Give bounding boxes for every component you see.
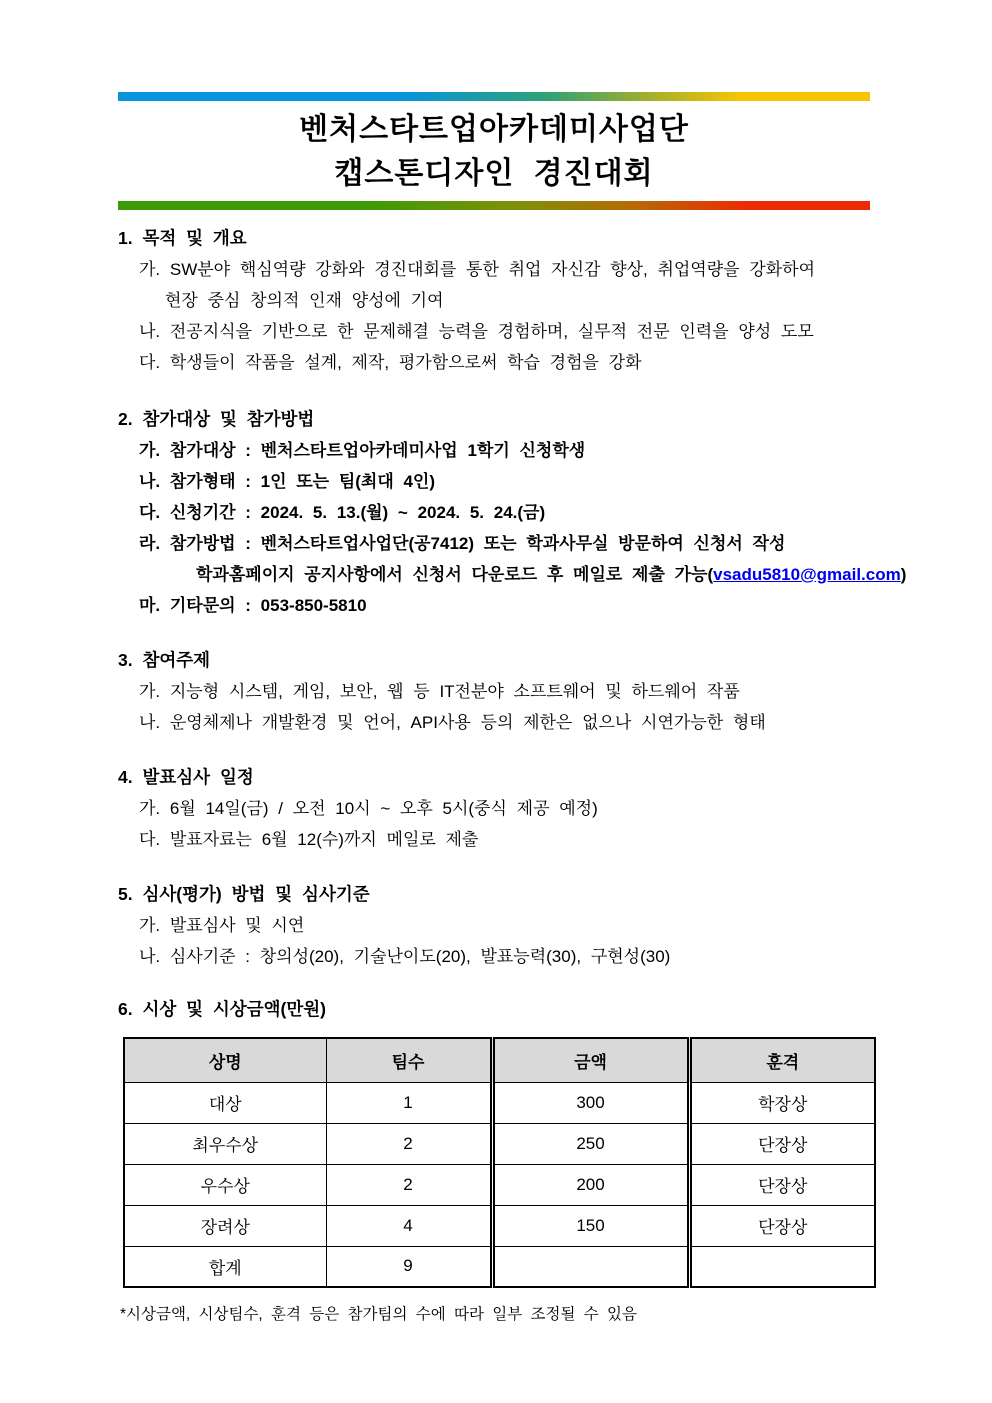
col-header-award-rank: 훈격 <box>689 1038 875 1082</box>
section-1-line-1: 가. SW분야 핵심역량 강화와 경진대회를 통한 취업 자신감 향상, 취업역량을 강화하여 <box>139 260 815 279</box>
email-line-suffix: ) <box>900 565 907 584</box>
email-line-prefix: 학과홈페이지 공지사항에서 신청서 다운로드 후 메일로 제출 가능( <box>196 565 714 584</box>
cell-amount: 150 <box>492 1205 689 1246</box>
cell-award-name: 대상 <box>124 1082 326 1123</box>
col-header-amount: 금액 <box>492 1038 689 1082</box>
section-2-line-6: 마. 기타문의 : 053-850-5810 <box>139 596 367 615</box>
section-topics <box>118 645 870 738</box>
cell-amount: 200 <box>492 1164 689 1205</box>
title-line-1: 벤처스타트업아카데미사업단 <box>299 113 689 146</box>
table-row <box>124 1205 875 1246</box>
cell-award-name: 장려상 <box>124 1205 326 1246</box>
col-header-team-count: 팀수 <box>326 1038 492 1082</box>
email-link[interactable]: vsadu5810@gmail.com <box>713 565 901 584</box>
section-5-line-2: 나. 심사기준 : 창의성(20), 기술난이도(20), 발표능력(30), 구현성(30) <box>139 947 671 966</box>
section-purpose <box>118 223 870 378</box>
title-line-2: 캡스톤디자인 경진대회 <box>334 157 654 190</box>
section-4-line-2: 다. 발표자료는 6월 12(수)까지 메일로 제출 <box>139 830 479 849</box>
section-5-line-1: 가. 발표심사 및 시연 <box>139 916 305 935</box>
cell-award-name: 우수상 <box>124 1164 326 1205</box>
table-row <box>124 1123 875 1164</box>
cell-amount <box>492 1246 689 1287</box>
section-3-line-1: 가. 지능형 시스템, 게임, 보안, 웹 등 IT전분야 소프트웨어 및 하드웨어 작품 <box>139 682 740 701</box>
table-row <box>124 1164 875 1205</box>
top-gradient-bar <box>118 92 870 101</box>
cell-team-count: 2 <box>326 1123 492 1164</box>
section-4-line-1: 가. 6월 14일(금) / 오전 10시 ~ 오후 5시(중식 제공 예정) <box>139 799 598 818</box>
section-2-line-3: 다. 신청기간 : 2024. 5. 13.(월) ~ 2024. 5. 24.(금) <box>139 503 546 522</box>
table-row-total <box>124 1246 875 1287</box>
cell-award-rank: 단장상 <box>689 1205 875 1246</box>
table-row <box>124 1082 875 1123</box>
cell-award-name: 최우수상 <box>124 1123 326 1164</box>
cell-award-rank: 단장상 <box>689 1164 875 1205</box>
cell-team-count: 4 <box>326 1205 492 1246</box>
section-2-line-2: 나. 참가형태 : 1인 또는 팀(최대 4인) <box>139 472 436 491</box>
table-footnote: *시상금액, 시상팀수, 훈격 등은 참가팀의 수에 따라 일부 조정될 수 있음 <box>120 1306 637 1323</box>
section-5-heading: 5. 심사(평가) 방법 및 심사기준 <box>118 884 370 904</box>
cell-award-rank: 단장상 <box>689 1123 875 1164</box>
section-2-line-1: 가. 참가대상 : 벤처스타트업아카데미사업 1학기 신청학생 <box>139 441 586 460</box>
col-header-award-name: 상명 <box>124 1038 326 1082</box>
cell-team-count: 9 <box>326 1246 492 1287</box>
section-3-heading: 3. 참여주제 <box>118 650 211 670</box>
cell-team-count: 2 <box>326 1164 492 1205</box>
document-title <box>118 101 870 201</box>
section-3-line-2: 나. 운영체제나 개발환경 및 언어, API사용 등의 제한은 없으나 시연가능한 형태 <box>139 713 766 732</box>
section-2-heading: 2. 참가대상 및 참가방법 <box>118 409 315 429</box>
cell-amount: 250 <box>492 1123 689 1164</box>
section-schedule <box>118 762 870 855</box>
cell-amount: 300 <box>492 1082 689 1123</box>
section-6-heading: 6. 시상 및 시상금액(만원) <box>118 999 326 1019</box>
award-table <box>123 1037 876 1288</box>
section-1-heading: 1. 목적 및 개요 <box>118 228 247 248</box>
cell-award-rank <box>689 1246 875 1287</box>
cell-award-rank: 학장상 <box>689 1082 875 1123</box>
section-awards <box>118 994 870 1324</box>
section-judging <box>118 879 870 972</box>
section-1-line-2: 현장 중심 창의적 인재 양성에 기여 <box>165 291 444 310</box>
cell-team-count: 1 <box>326 1082 492 1123</box>
section-2-line-4: 라. 참가방법 : 벤처스타트업사업단(공7412) 또는 학과사무실 방문하여 신청서 작성 <box>139 534 786 553</box>
section-2-line-5 <box>118 559 907 590</box>
award-table-header-row <box>124 1038 875 1082</box>
section-participation <box>118 404 907 621</box>
section-1-line-3: 나. 전공지식을 기반으로 한 문제해결 능력을 경험하며, 실무적 전문 인력을 양성 도모 <box>139 322 814 341</box>
section-4-heading: 4. 발표심사 일정 <box>118 767 254 787</box>
cell-award-name: 합계 <box>124 1246 326 1287</box>
section-1-line-4: 다. 학생들이 작품을 설계, 제작, 평가함으로써 학습 경험을 강화 <box>139 353 642 372</box>
bottom-gradient-bar <box>118 201 870 210</box>
